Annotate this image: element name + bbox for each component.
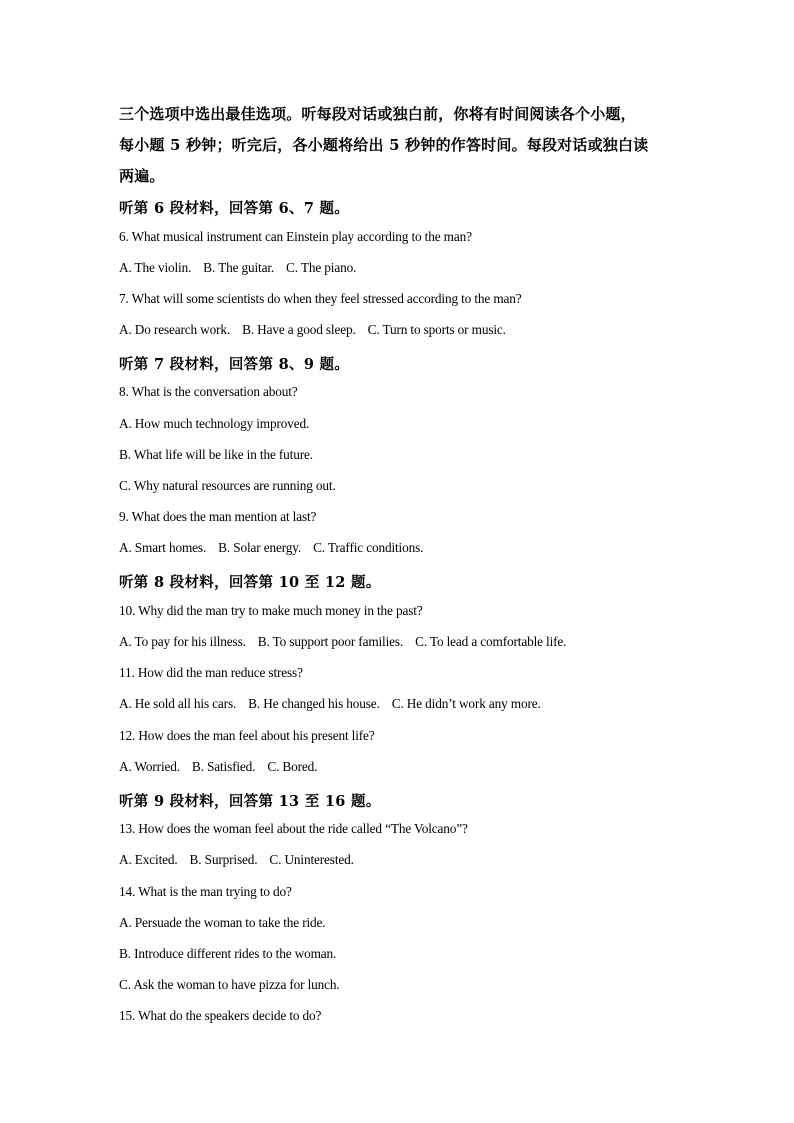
question-options <box>119 540 423 556</box>
option: C. Traffic conditions. <box>313 540 424 555</box>
option: C. Bored. <box>267 759 318 774</box>
question-stem: 6. What musical instrument can Einstein play according to the man? <box>119 229 472 244</box>
option: A. Do research work. <box>119 322 231 337</box>
option: B. Have a good sleep. <box>242 322 356 337</box>
section-heading: 听第 7 段材料，回答第 8、9 题。 <box>119 356 350 373</box>
option: A. He sold all his cars. <box>119 696 237 711</box>
question-options <box>119 696 541 712</box>
question-stem: 15. What do the speakers decide to do? <box>119 1008 322 1023</box>
question-options <box>119 759 317 775</box>
section-heading: 听第 9 段材料，回答第 13 至 16 题。 <box>119 793 381 810</box>
option: C. Turn to sports or music. <box>367 322 506 337</box>
option: B. Solar energy. <box>218 540 302 555</box>
option: A. Worried. <box>119 759 180 774</box>
option: C. Ask the woman to have pizza for lunch. <box>119 977 340 992</box>
option: B. The guitar. <box>203 260 275 275</box>
question-stem: 13. How does the woman feel about the ride called “The Volcano”? <box>119 821 468 836</box>
option: B. Surprised. <box>189 852 258 867</box>
question-stem: 14. What is the man trying to do? <box>119 884 292 899</box>
option: B. To support poor families. <box>257 634 404 649</box>
option: A. Excited. <box>119 852 178 867</box>
section-heading: 听第 6 段材料，回答第 6、7 题。 <box>119 200 350 217</box>
section-heading: 听第 8 段材料，回答第 10 至 12 题。 <box>119 574 381 591</box>
question-stem: 8. What is the conversation about? <box>119 384 298 399</box>
question-stem: 7. What will some scientists do when they feel stressed according to the man? <box>119 291 522 306</box>
question-options <box>119 260 356 276</box>
question-stem: 10. Why did the man try to make much money in the past? <box>119 603 423 618</box>
question-options <box>119 634 566 650</box>
option: B. He changed his house. <box>248 696 380 711</box>
option: C. He didn’t work any more. <box>391 696 541 711</box>
question-stem: 9. What does the man mention at last? <box>119 509 317 524</box>
question-options <box>119 852 354 868</box>
option: A. To pay for his illness. <box>119 634 246 649</box>
option: A. Persuade the woman to take the ride. <box>119 915 326 930</box>
option: C. Uninterested. <box>269 852 354 867</box>
question-stem: 11. How did the man reduce stress? <box>119 665 303 680</box>
option: C. Why natural resources are running out. <box>119 478 336 493</box>
option: A. Smart homes. <box>119 540 207 555</box>
question-stem: 12. How does the man feel about his present life? <box>119 728 375 743</box>
option: B. Introduce different rides to the woman. <box>119 946 337 961</box>
option: A. The violin. <box>119 260 192 275</box>
option: A. How much technology improved. <box>119 416 310 431</box>
option: B. Satisfied. <box>191 759 256 774</box>
intro-line: 两遍。 <box>119 167 165 185</box>
option: C. The piano. <box>286 260 357 275</box>
option: B. What life will be like in the future. <box>119 447 313 462</box>
intro-line: 三个选项中选出最佳选项。听每段对话或独白前，你将有时间阅读各个小题， <box>119 105 636 123</box>
intro-line: 每小题 5 秒钟；听完后，各小题将给出 5 秒钟的作答时间。每段对话或独白读 <box>119 136 649 154</box>
option: C. To lead a comfortable life. <box>415 634 567 649</box>
question-options <box>119 322 506 338</box>
